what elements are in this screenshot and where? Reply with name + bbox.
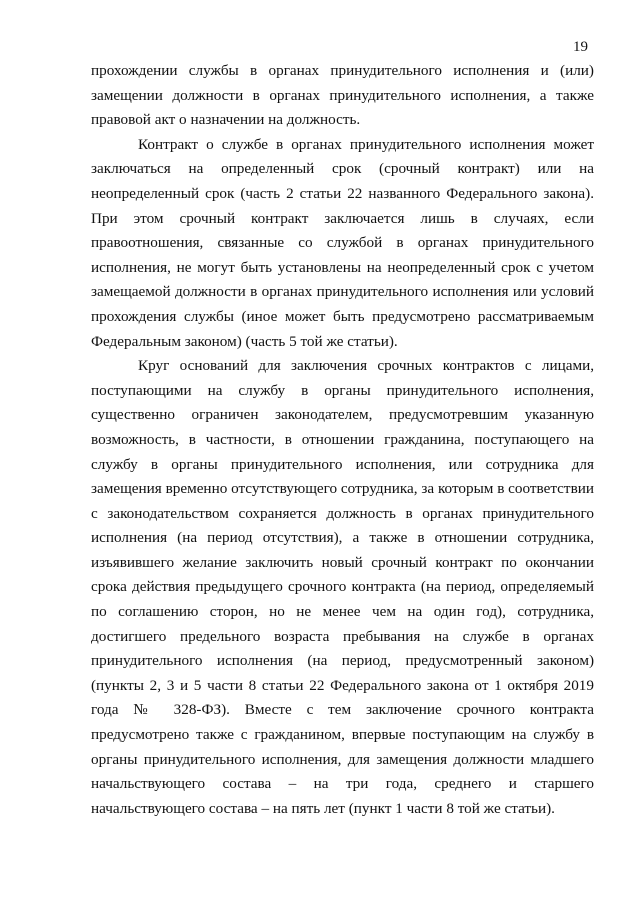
paragraph-line: неопределенный срок (часть 2 статьи 22 названного Федерального закона).: [91, 184, 594, 202]
paragraph-line: принудительного исполнения (на период, предусмотренный законом): [91, 652, 594, 670]
paragraph-line: замещения временно отсутствующего сотрудника, за которым в соответствии: [91, 480, 594, 498]
paragraph-line: начальствующего состава – на три года, среднего и старшего: [91, 775, 594, 793]
paragraph-line: исполнения, не могут быть установлены на неопределенный срок с учетом: [91, 258, 594, 276]
paragraph-line: поступающими на службу в органы принудительного исполнения,: [91, 381, 594, 399]
paragraph-line: исполнения (на период отсутствия), а также в отношении сотрудника,: [91, 529, 594, 547]
paragraph-line: начальствующего состава – на пять лет (пункт 1 части 8 той же статьи).: [91, 799, 555, 817]
paragraph-line: правоотношения, связанные со службой в органах принудительного: [91, 234, 594, 252]
paragraph-line: по соглашению сторон, но не менее чем на один год), сотрудника,: [91, 603, 594, 621]
paragraph-line: достигшего предельного возраста пребывания на службе в органах: [91, 627, 594, 645]
paragraph-line: срока действия предыдущего срочного контракта (на период, определяемый: [91, 578, 594, 596]
paragraph-line: прохождения службы (иное может быть предусмотрено рассматриваемым: [91, 307, 594, 325]
paragraph-line: замещении должности в органах принудительного исполнения, а также: [91, 86, 594, 104]
paragraph-2: [91, 133, 594, 354]
page-number: 19: [573, 39, 588, 55]
paragraph-line: заключаться на определенный срок (срочный контракт) или на: [91, 160, 594, 178]
paragraph-line: замещаемой должности в органах принудительного исполнения или условий: [91, 283, 594, 301]
paragraph-line: существенно ограничен законодателем, предусмотревшим указанную: [91, 406, 594, 424]
paragraph-line: прохождении службы в органах принудительного исполнения и (или): [91, 62, 594, 79]
paragraph-line: (пункты 2, 3 и 5 части 8 статьи 22 Федерального закона от 1 октября 2019: [91, 676, 594, 694]
paragraph-line: правовой акт о назначении на должность.: [91, 111, 361, 129]
paragraph-line: предусмотрено также с гражданином, впервые поступающим на службу в: [91, 726, 594, 744]
paragraph-line: службу в органы принудительного исполнения, или сотрудника для: [91, 455, 594, 473]
paragraph-line: Круг оснований для заключения срочных контрактов с лицами,: [138, 357, 594, 375]
paragraph-line: При этом срочный контракт заключается лишь в случаях, если: [91, 209, 594, 227]
paragraph-line: изъявившего желание заключить новый срочный контракт по окончании: [91, 553, 594, 571]
paragraph-line: Контракт о службе в органах принудительного исполнения может: [138, 135, 594, 153]
paragraph-1: [91, 59, 594, 133]
paragraph-line: Федеральным законом) (часть 5 той же статьи).: [91, 332, 398, 350]
paragraph-line: года № 328-ФЗ). Вместе с тем заключение срочного контракта: [91, 701, 594, 719]
paragraph-line: с законодательством сохраняется должность в органах принудительного: [91, 504, 594, 522]
paragraph-line: возможность, в частности, в отношении гражданина, поступающего на: [91, 430, 594, 448]
document-body: [91, 59, 594, 821]
paragraph-line: органы принудительного исполнения, для замещения должности младшего: [91, 750, 594, 768]
paragraph-3: [91, 354, 594, 821]
